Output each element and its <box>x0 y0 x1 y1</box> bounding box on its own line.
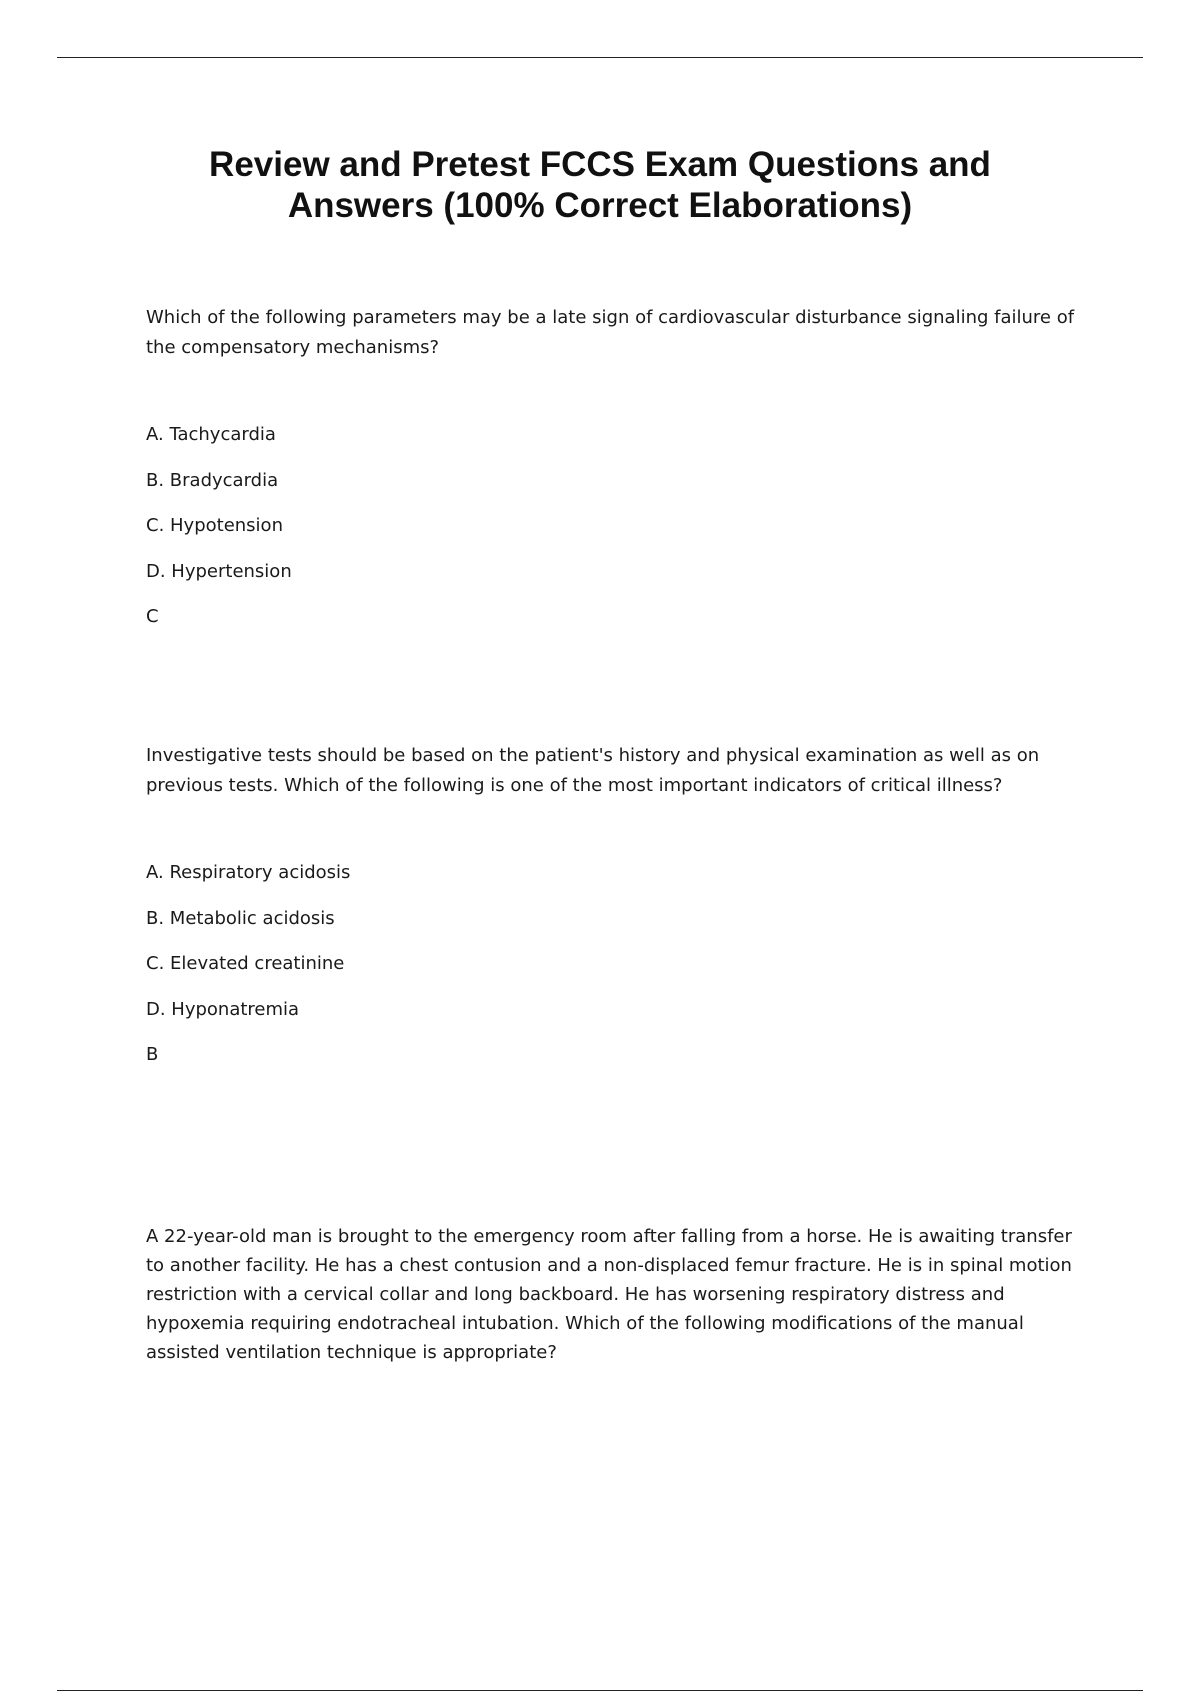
question-2-options-block <box>146 862 1091 1066</box>
title-line-1: Review and Pretest FCCS Exam Questions and <box>209 145 991 184</box>
question-2-option-d: D. Hyponatremia <box>146 998 300 1020</box>
question-2-text: Investigative tests should be based on the patient's history and physical examination as well as on previous tests. Which of the following is one of the most important indicators of critical illness? <box>146 745 1040 796</box>
question-1-option-d: D. Hypertension <box>146 560 292 582</box>
question-2-option-b: B. Metabolic acidosis <box>146 907 335 929</box>
question-1-answer: C <box>146 606 159 627</box>
question-2-option-c: C. Elevated creatinine <box>146 953 345 974</box>
question-1-options-block <box>146 424 1091 628</box>
question-3-text: A 22-year-old man is brought to the emergency room after falling from a horse. He is awaiting transfer to another facility. He has a chest contusion and a non-displaced femur fracture. He is in spinal motion restriction with a cervical collar and long backboard. He has worsening respiratory distress and hypoxemia requiring endotracheal intubation. Which of the following modifications of the manual assisted ventilation technique is appropriate? <box>146 1226 1072 1363</box>
question-block-2 <box>146 741 1091 801</box>
footer-rule <box>57 1690 1143 1691</box>
question-1-option-c: C. Hypotension <box>146 515 283 536</box>
question-1-text: Which of the following parameters may be a late sign of cardiovascular disturbance signaling failure of the compensatory mechanisms? <box>146 307 1075 358</box>
header-rule <box>57 57 1143 58</box>
question-2-option-a: A. Respiratory acidosis <box>146 862 351 883</box>
question-1-options <box>146 424 1091 583</box>
question-1-option-b: B. Bradycardia <box>146 469 279 491</box>
question-block-3 <box>146 1222 1091 1367</box>
question-block-1 <box>146 303 1091 363</box>
title-line-2: Answers (100% Correct Elaborations) <box>287 186 913 225</box>
question-2-answer: B <box>146 1044 159 1065</box>
document-title <box>100 144 1100 226</box>
question-1-option-a: A. Tachycardia <box>146 424 276 445</box>
question-2-options <box>146 862 1091 1021</box>
